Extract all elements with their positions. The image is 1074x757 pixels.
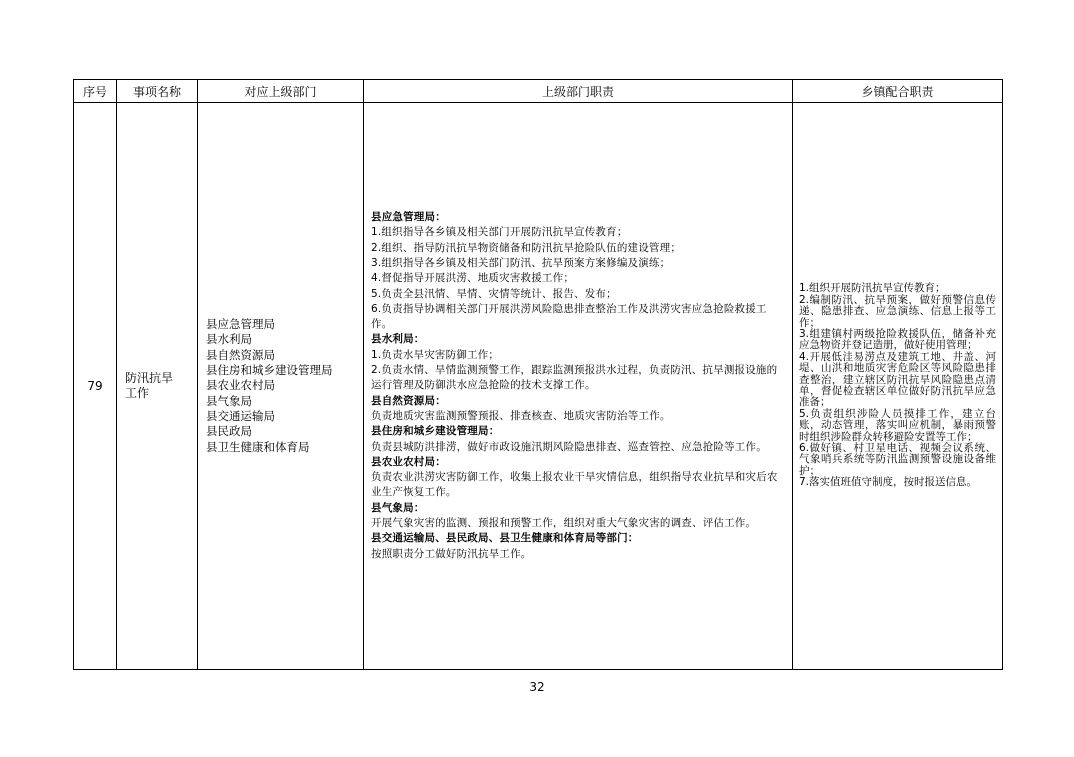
duty-line: 1.组织指导各乡镇及相关部门开展防汛抗旱宣传教育； bbox=[371, 226, 628, 239]
duty-line: 开展气象灾害的监测、预报和预警工作，组织对重大气象灾害的调查、评估工作。 bbox=[371, 517, 757, 530]
department-item: 县民政局 bbox=[206, 424, 252, 439]
department-item: 县自然资源局 bbox=[206, 347, 275, 362]
township-duty-line: 3.组建镇村两级抢险救援队伍，储备补充应急物资并登记造册，做好使用管理； bbox=[799, 327, 996, 352]
duty-department-heading: 县农业农村局： bbox=[371, 455, 446, 468]
header-superior-department: 对应上级部门 bbox=[198, 80, 364, 103]
township-duties-cell bbox=[793, 103, 1003, 670]
duty-line: 5.负责全县汛情、旱情、灾情等统计、报告、发布； bbox=[371, 287, 617, 300]
department-item: 县农业农村局 bbox=[206, 378, 275, 393]
table-header-row bbox=[74, 80, 1003, 103]
department-item: 县气象局 bbox=[206, 393, 252, 408]
item-name-cell bbox=[117, 103, 198, 670]
header-item-name: 事项名称 bbox=[117, 80, 198, 103]
header-superior-duties: 上级部门职责 bbox=[364, 80, 793, 103]
duty-line: 4.督促指导开展洪涝、地质灾害救援工作； bbox=[371, 272, 575, 285]
duty-line: 负责地质灾害监测预警预报、排查核查、地质灾害防治等工作。 bbox=[371, 409, 671, 422]
duty-line: 按照职责分工做好防汛抗旱工作。 bbox=[371, 547, 532, 560]
duty-department-heading: 县气象局： bbox=[371, 501, 425, 514]
duty-line: 负责县城防洪排涝，做好市政设施汛期风险隐患排查、巡查管控、应急抢险等工作。 bbox=[371, 440, 767, 453]
duty-line: 2.组织、指导防汛抗旱物资储备和防汛抗旱抢险队伍的建设管理； bbox=[371, 241, 682, 254]
duty-line: 2.负责水情、旱情监测预警工作，跟踪监测预报洪水过程，负责防汛、抗旱测报设施的运行管理及防御洪水应急抢险的技术支撑工作。 bbox=[371, 364, 778, 392]
duty-line: 6.负责指导协调相关部门开展洪涝风险隐患排查整治工作及洪涝灾害应急抢险救援工作。 bbox=[371, 302, 767, 331]
duty-department-heading: 县住房和城乡建设管理局： bbox=[371, 425, 500, 438]
township-duty-line: 1.组织开展防汛抗旱宣传教育； bbox=[799, 282, 946, 295]
table-row bbox=[74, 103, 1003, 670]
department-list bbox=[198, 103, 364, 670]
responsibility-table bbox=[73, 79, 1003, 670]
township-duty-line: 2.编制防汛、抗旱预案，做好预警信息传递、隐患排查、应急演练、信息上报等工作； bbox=[799, 293, 996, 329]
duty-department-heading: 县水利局： bbox=[371, 333, 425, 346]
department-item: 县应急管理局 bbox=[206, 317, 275, 332]
department-item: 县卫生健康和体育局 bbox=[206, 439, 310, 454]
duty-department-heading: 县应急管理局： bbox=[371, 211, 446, 224]
header-township-duties: 乡镇配合职责 bbox=[793, 80, 1003, 103]
duty-line: 负责农业洪涝灾害防御工作，收集上报农业干旱灾情信息，组织指导农业抗旱和灾后农业生产恢复工作。 bbox=[371, 471, 778, 499]
department-item: 县住房和城乡建设管理局 bbox=[206, 363, 333, 378]
township-duty-line: 7.落实值班值守制度，按时报送信息。 bbox=[799, 476, 978, 489]
department-item: 县水利局 bbox=[206, 332, 252, 347]
duty-department-heading: 县自然资源局： bbox=[371, 394, 446, 407]
department-item: 县交通运输局 bbox=[206, 408, 275, 423]
township-duty-line: 4.开展低洼易涝点及建筑工地、井盖、河堤、山洪和地质灾害危险区等风险隐患排查整治，建立辖区防汛抗旱风险隐患点清单，督促检查辖区单位做好防汛抗旱应急准备； bbox=[799, 350, 996, 409]
township-duty-line: 6.做好镇、村卫星电话、视频会议系统、气象哨兵系统等防汛监测预警设施设备维护； bbox=[799, 442, 996, 477]
township-duty-line: 5.负责组织涉险人员摸排工作，建立台账，动态管理，落实叫应机制，暴雨预警时组织涉险群众转移避险安置等工作； bbox=[799, 407, 996, 443]
duty-department-heading: 县交通运输局、县民政局、县卫生健康和体育局等部门： bbox=[371, 532, 639, 545]
item-name: 防汛抗旱工作 bbox=[125, 371, 174, 400]
duty-line: 1.负责水旱灾害防御工作； bbox=[371, 348, 500, 361]
header-no: 序号 bbox=[74, 80, 117, 103]
superior-duties-cell bbox=[364, 103, 793, 670]
page-number: 32 bbox=[529, 680, 545, 694]
row-number: 79 bbox=[74, 103, 117, 670]
duty-line: 3.组织指导各乡镇及相关部门防汛、抗旱预案方案修编及演练； bbox=[371, 256, 671, 269]
